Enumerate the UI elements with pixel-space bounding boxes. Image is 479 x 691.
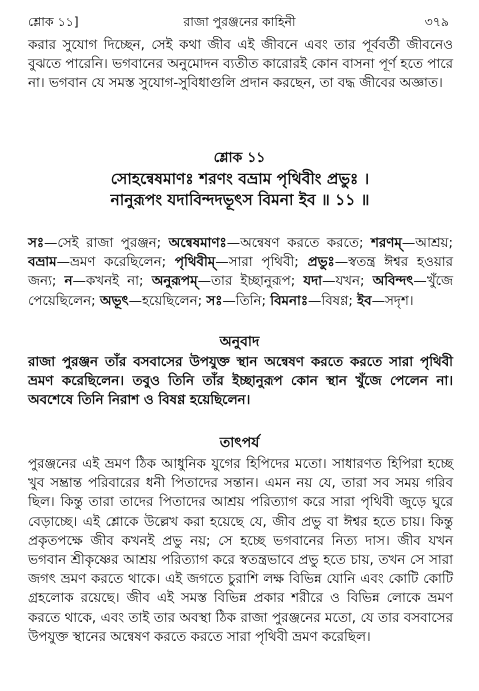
running-header-verse-ref: শ্লোক ১১] (28, 14, 79, 29)
page-number: ৩৭৯ (424, 14, 449, 29)
synonym-entry: শরণম্—আশ্রয়; (370, 236, 453, 251)
synonym-entry: পৃথিবীম্—সারা পৃথিবী; (174, 255, 308, 271)
purport-text: পুরঞ্জনের এই ভ্রমণ ঠিক আধুনিক যুগের হিপিদের মতো। সাধারণত হিপিরা হচ্ছে খুব সম্ভ্রান্ত পরিবারের ধনী পিতাদের সন্তান। এমন নয় যে, তারা সব সময় গরিব ছিল। কিন্তু তারা তাদের পিতাদের আশ্রয় পরিত্যাগ করে সারা পৃথিবী জুড়ে ঘুরে বেড়াচ্ছে। এই শ্লোকে উল্লেখ করা হয়েছে যে, জীব প্রভু বা ঈশ্বর হতে চায়। কিন্তু প্রকৃতপক্ষে জীব কখনই প্রভু নয়; সে হচ্ছে ভগবানের নিত্য দাস। জীব যখন ভগবান শ্রীকৃষ্ণের আশ্রয় পরিত্যাগ করে স্বতন্ত্রভাবে প্রভু হতে চায়, তখন সে সারা জগৎ ভ্রমণ করতে থাকে। এই জগতে চুরাশি লক্ষ বিভিন্ন যোনি এবং কোটি কোটি গ্রহলোক রয়েছে। জীব এই সমস্ত বিভিন্ন প্রকার শরীরে ও বিভিন্ন লোকে ভ্রমণ করতে থাকে, এবং তাই তার অবস্থা ঠিক রাজা পুরঞ্জনের মতো, যে তার বসবাসের উপযুক্ত স্থানের অন্বেষণ করতে করতে সারা পৃথিবী ভ্রমণ করেছিল। (28, 457, 453, 645)
synonym-entry: সঃ—সেই রাজা পুরঞ্জন; (28, 236, 169, 251)
translation-heading: অনুবাদ (219, 334, 260, 350)
synonym-entry: বিমনাঃ—বিষণ্ণ; (270, 293, 358, 309)
synonym-entry: সঃ—তিনি; (206, 293, 271, 309)
synonym-entry: যদা—যখন; (303, 274, 373, 290)
synonym-entry: অবিন্দৎ—খুঁজে পেয়েছিলেন; (28, 274, 453, 309)
running-header-title: রাজা পুরঞ্জনের কাহিনী (183, 14, 296, 29)
verse-title: শ্লোক ১১ (213, 150, 266, 166)
purport-heading: তাৎপর্য (219, 435, 260, 451)
synonym-entry: অভূৎ—হয়েছিলেন; (99, 293, 207, 309)
synonym-entry: বভ্রাম—ভ্রমণ করেছিলেন; (28, 255, 175, 271)
translation-text: রাজা পুরঞ্জন তাঁর বসবাসের উপযুক্ত স্থান অন্বেষণ করতে করতে সারা পৃথিবী ভ্রমণ করেছিলেন। তবুও তিনি তাঁর ইচ্ছানুরূপ কোন স্থান খুঁজে পেলেন না। অবশেষে তিনি নিরাশ ও বিষণ্ণ হয়েছিলেন। (28, 355, 453, 409)
verse-line-1: সোহন্বেষমাণঃ শরণং বভ্রাম পৃথিবীং প্রভুঃ । (110, 170, 370, 188)
synonym-entry: প্রভুঃ—স্বতন্ত্র ঈশ্বর হওয়ার জন্য; (28, 255, 453, 290)
synonym-entry: অনুরূপম্—তার ইচ্ছানুরূপ; (151, 274, 304, 290)
synonym-entry: অন্বেষমাণঃ—অন্বেষণ করতে করতে; (168, 236, 371, 251)
synonym-entry: ইব—সদৃশ। (357, 293, 414, 309)
intro-paragraph: করার সুযোগ দিচ্ছেন, সেই কথা জীব এই জীবনে এবং তার পূর্ববর্তী জীবনেও বুঝতে পারেনি। ভগবানের অনুমোদন ব্যতীত কারোরই কোন বাসনা পূর্ণ হতে পারে না। ভগবান যে সমস্ত সুযোগ-সুবিধাগুলি প্রদান করছেন, তা বদ্ধ জীবের অজ্ঞাত। (28, 38, 453, 92)
verse-line-2: নানুরূপং যদাবিন্দদভূৎস বিমনা ইব ॥ ১১ ॥ (110, 191, 370, 209)
word-for-word-synonyms (28, 234, 453, 311)
synonym-entry: ন—কখনই না; (64, 274, 152, 290)
